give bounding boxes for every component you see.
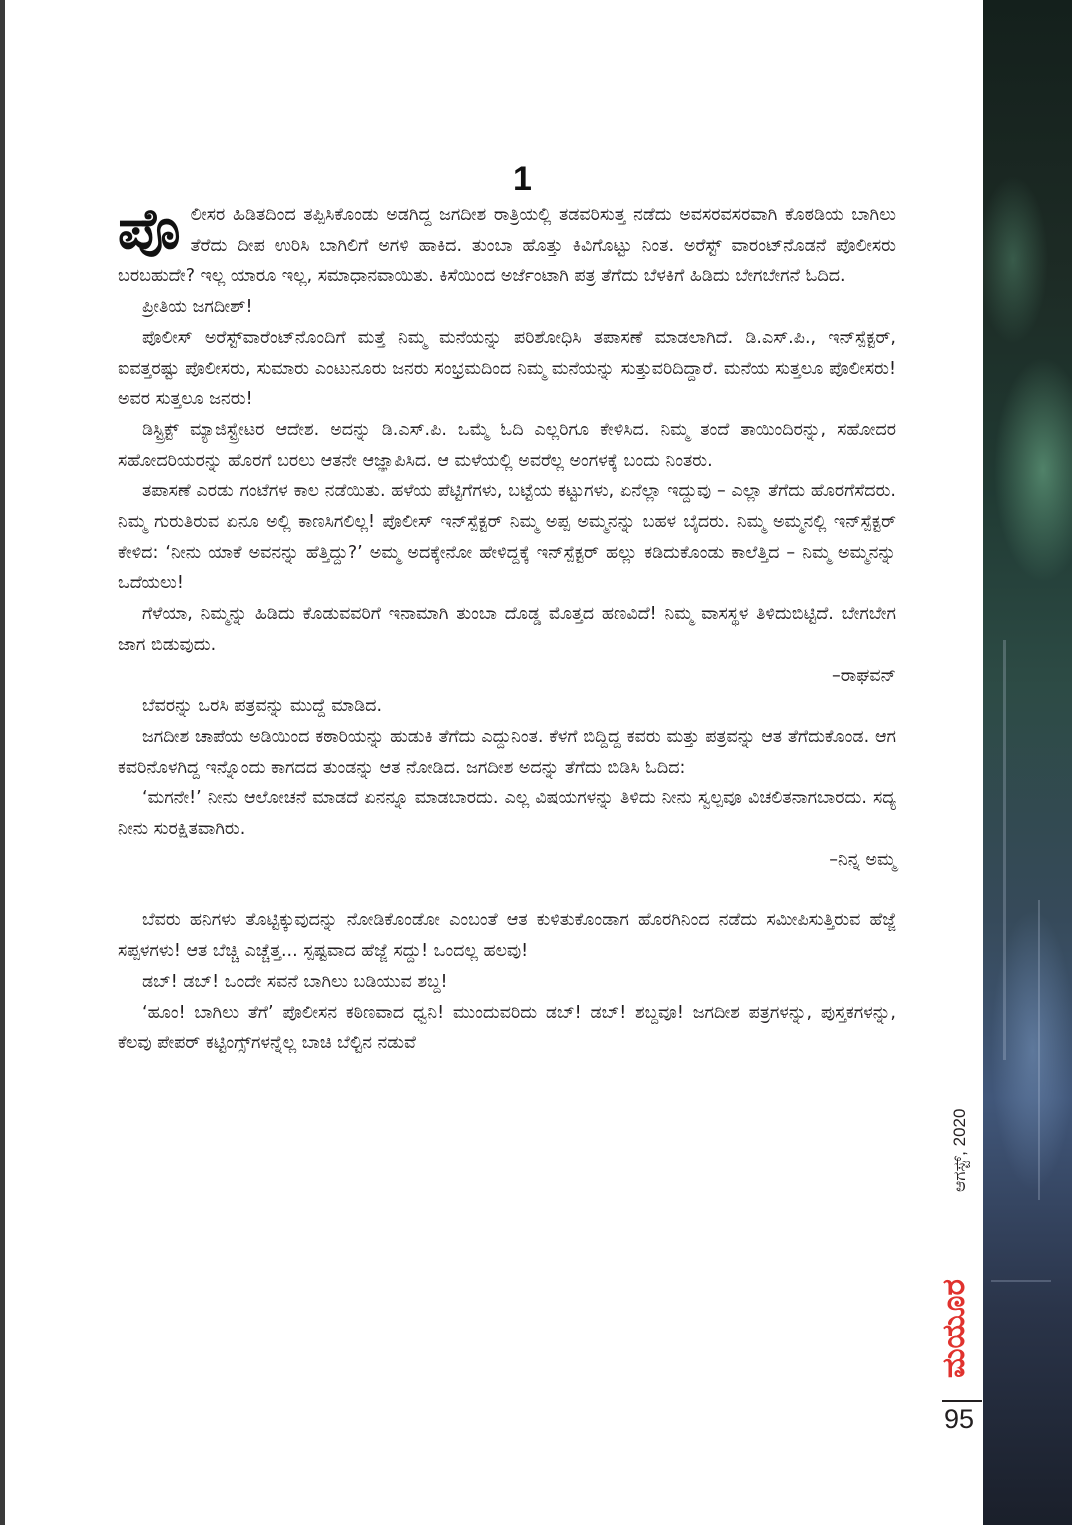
paragraph: ಬೆವರನ್ನು ಒರಸಿ ಪತ್ರವನ್ನು ಮುದ್ದೆ ಮಾಡಿದ. [142, 696, 383, 717]
paragraph: ಜಗದೀಶ ಚಾಪೆಯ ಅಡಿಯಿಂದ ಕಠಾರಿಯನ್ನು ಹುಡುಕಿ ತೆಗೆದು ಎದ್ದುನಿಂತ. ಕೆಳಗೆ ಬಿದ್ದಿದ್ದ ಕವರು ಮತ್ತು ಪತ್ರವನ್ನು ಆತ ತೆಗೆದುಕೊಂಡ. ಆಗ ಕವರಿನೊಳಗಿದ್ದ ಇನ್ನೊಂದು ಕಾಗದದ ತುಂಡನ್ನು ಆತ ನೋಡಿದ. ಜಗದೀಶ ಅದನ್ನು ತೆಗೆದು ಬಿಡಿಸಿ ಓದಿದ: [118, 726, 896, 778]
paragraph: ‘ಮಗನೇ!’ ನೀನು ಆಲೋಚನೆ ಮಾಡದೆ ಏನನ್ನೂ ಮಾಡಬಾರದು. ಎಲ್ಲ ವಿಷಯಗಳನ್ನು ತಿಳಿದು ನೀನು ಸ್ವಲ್ಪವೂ ವಿಚಲಿತನಾಗಬಾರದು. ಸದ್ಯ ನೀನು ಸುರಕ್ಷಿತವಾಗಿರು. [118, 788, 896, 840]
chapter-number: 1 [513, 160, 532, 198]
paragraph: ‘ಹೂಂ! ಬಾಗಿಲು ತೆಗೆ’ ಪೊಲೀಸನ ಕಠಿಣವಾದ ಧ್ವನಿ! ಮುಂದುವರಿದು ಡಬ್! ಡಬ್! ಶಬ್ದವೂ! ಜಗದೀಶ ಪತ್ರಗಳನ್ನು, ಪುಸ್ತಕಗಳನ್ನು, ಕೆಲವು ಪೇಪರ್ ಕಟ್ಟಿಂಗ್ಸ್‌ಗಳನ್ನೆಲ್ಲ ಬಾಚಿ ಬೆಲ್ಟಿನ ನಡುವೆ [118, 1002, 896, 1054]
magazine-logo: ಮಯೂರ [936, 1279, 972, 1378]
paragraph: ತಪಾಸಣೆ ಎರಡು ಗಂಟೆಗಳ ಕಾಲ ನಡೆಯಿತು. ಹಳೆಯ ಪೆಟ್ಟಿಗೆಗಳು, ಬಟ್ಟೆಯ ಕಟ್ಟುಗಳು, ಏನೆಲ್ಲಾ ಇದ್ದುವು – ಎಲ್ಲಾ ತೆಗೆದು ಹೊರಗೆಸೆದರು. ನಿಮ್ಮ ಗುರುತಿರುವ ಏನೂ ಅಲ್ಲಿ ಕಾಣಸಿಗಲಿಲ್ಲ! ಪೊಲೀಸ್ ಇನ್‌ಸ್ಪೆಕ್ಟರ್ ನಿಮ್ಮ ಅಪ್ಪ ಅಮ್ಮನನ್ನು ಬಹಳ ಬೈದರು. ನಿಮ್ಮ ಅಮ್ಮನಲ್ಲಿ ಇನ್‌ಸ್ಪೆಕ್ಟರ್ ಕೇಳಿದ: ‘ನೀನು ಯಾಕೆ ಅವನನ್ನು ಹೆತ್ತಿದ್ದು?’ ಅಮ್ಮ ಅದಕ್ಕೇನೋ ಹೇಳಿದ್ದಕ್ಕೆ ಇನ್‌ಸ್ಪೆಕ್ಟರ್ ಹಲ್ಲು ಕಡಿದುಕೊಂಡು ಕಾಲೆತ್ತಿದ – ನಿಮ್ಮ ಅಮ್ಮನನ್ನು ಒದೆಯಲು! [118, 481, 896, 594]
paragraph-text: ಲೀಸರ ಹಿಡಿತದಿಂದ ತಪ್ಪಿಸಿಕೊಂಡು ಅಡಗಿದ್ದ ಜಗದೀಶ ರಾತ್ರಿಯಲ್ಲಿ ತಡವರಿಸುತ್ತ ನಡೆದು ಅವಸರವಸರವಾಗಿ ಕೊಠಡಿಯ ಬಾಗಿಲು ತೆರೆದು ದೀಪ ಉರಿಸಿ ಬಾಗಿಲಿಗೆ ಅಗಳಿ ಹಾಕಿದ. ತುಂಬಾ ಹೊತ್ತು ಕಿವಿಗೊಟ್ಟು ನಿಂತ. ಅರೆಸ್ಟ್ ವಾರಂಟ್‌ನೊಡನೆ ಪೊಲೀಸರು ಬರಬಹುದೇ? ಇಲ್ಲ ಯಾರೂ ಇಲ್ಲ, ಸಮಾಧಾನವಾಯಿತು. ಕಿಸೆಯಿಂದ ಅರ್ಜೆಂಟಾಗಿ ಪತ್ರ ತೆಗೆದು ಬೆಳಕಿಗೆ ಹಿಡಿದು ಬೇಗಬೇಗನೆ ಓದಿದ. [118, 205, 896, 287]
paragraph: ಬೆವರು ಹನಿಗಳು ತೊಟ್ಟಿಕ್ಕುವುದನ್ನು ನೋಡಿಕೊಂಡೋ ಎಂಬಂತೆ ಆತ ಕುಳಿತುಕೊಂಡಾಗ ಹೊರಗಿನಿಂದ ನಡೆದು ಸಮೀಪಿಸುತ್ತಿರುವ ಹೆಜ್ಜೆ ಸಪ್ಪಳಗಳು! ಆತ ಬೆಚ್ಚಿ ಎಚ್ಚೆತ್ತ... ಸ್ಪಷ್ಟವಾದ ಹೆಜ್ಜೆ ಸದ್ದು! ಒಂದಲ್ಲ ಹಲವು! [118, 910, 896, 962]
paragraph: ಗೆಳೆಯಾ, ನಿಮ್ಮನ್ನು ಹಿಡಿದು ಕೊಡುವವರಿಗೆ ಇನಾಮಾಗಿ ತುಂಬಾ ದೊಡ್ಡ ಮೊತ್ತದ ಹಣವಿದೆ! ನಿಮ್ಮ ವಾಸಸ್ಥಳ ತಿಳಿದುಬಿಟ್ಟಿದೆ. ಬೇಗಬೇಗ ಜಾಗ ಬಿಡುವುದು. [118, 604, 896, 655]
letter-signature: –ರಾಘವನ್ [832, 665, 896, 686]
story-text [118, 197, 896, 1059]
left-edge-rule [0, 0, 5, 1525]
paragraph: ಪ್ರೀತಿಯ ಜಗದೀಶ್! [142, 297, 253, 318]
paragraph [118, 197, 896, 292]
side-illustration [983, 0, 1072, 1525]
paragraph: ಪೊಲೀಸ್ ಅರೆಸ್ಟ್‌ವಾರೆಂಟ್‌ನೊಂದಿಗೆ ಮತ್ತೆ ನಿಮ್ಮ ಮನೆಯನ್ನು ಪರಿಶೋಧಿಸಿ ತಪಾಸಣೆ ಮಾಡಲಾಗಿದೆ. ಡಿ.ಎಸ್.ಪಿ., ಇನ್‌ಸ್ಪೆಕ್ಟರ್, ಐವತ್ತರಷ್ಟು ಪೊಲೀಸರು, ಸುಮಾರು ಎಂಟುನೂರು ಜನರು ಸಂಭ್ರಮದಿಂದ ನಿಮ್ಮ ಮನೆಯನ್ನು ಸುತ್ತುವರಿದಿದ್ದಾರೆ. ಮನೆಯ ಸುತ್ತಲೂ ಪೊಲೀಸರು! ಅವರ ಸುತ್ತಲೂ ಜನರು! [118, 327, 896, 410]
paragraph: ಡಿಸ್ಟ್ರಿಕ್ಟ್ ಮ್ಯಾಜಿಸ್ಟ್ರೇಟರ ಆದೇಶ. ಅದನ್ನು ಡಿ.ಎಸ್.ಪಿ. ಒಮ್ಮೆ ಓದಿ ಎಲ್ಲರಿಗೂ ಕೇಳಿಸಿದ. ನಿಮ್ಮ ತಂದೆ ತಾಯಿಂದಿರನ್ನು, ಸಹೋದರ ಸಹೋದರಿಯರನ್ನು ಹೊರಗೆ ಬರಲು ಆತನೇ ಆಜ್ಞಾಪಿಸಿದ. ಆ ಮಳೆಯಲ್ಲಿ ಅವರೆಲ್ಲ ಅಂಗಳಕ್ಕೆ ಬಂದು ನಿಂತರು. [118, 419, 896, 471]
drop-cap: ಪೊ [118, 197, 181, 262]
page-number: 95 [943, 1404, 975, 1434]
illustration-highlight [1038, 900, 1040, 1200]
paragraph: ಡಬ್! ಡಬ್! ಒಂದೇ ಸವನೆ ಬಾಗಿಲು ಬಡಿಯುವ ಶಬ್ದ! [142, 971, 448, 992]
illustration-highlight [991, 1280, 1051, 1282]
issue-date: ಆಗಸ್ಟ್, 2020 [950, 1108, 969, 1192]
illustration-highlight [1003, 640, 1006, 1060]
letter-signature: –ನಿನ್ನ ಅಮ್ಮ [829, 849, 896, 870]
page-number-rule [942, 1400, 982, 1402]
